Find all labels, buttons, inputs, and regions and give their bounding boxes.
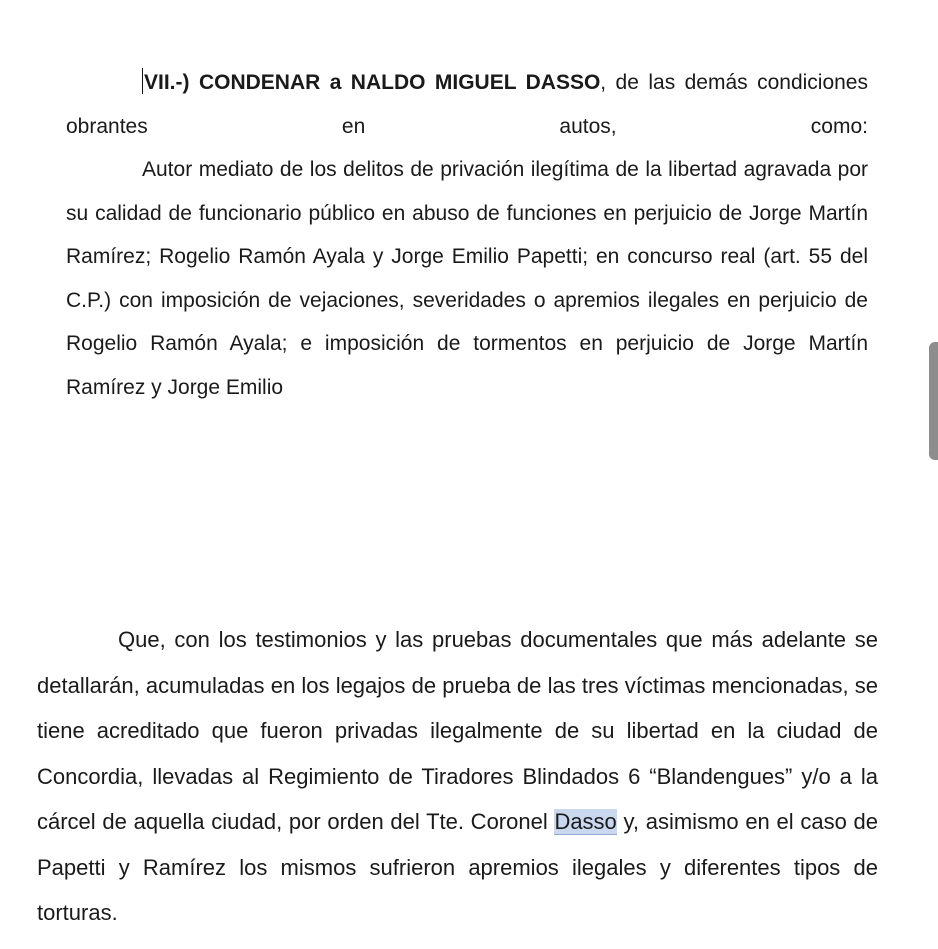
heading-rest-text: , de las demás condiciones obrantes en autos, como: — [66, 71, 868, 138]
findings-text-after: y, asimismo en el caso de Papetti y Ramírez los mismos sufrieron apremios ilegales y diferentes tipos de torturas. — [37, 809, 878, 925]
findings-paragraph — [37, 617, 878, 936]
heading-paragraph — [66, 61, 868, 148]
sentence-excerpt — [66, 61, 868, 409]
findings-excerpt — [37, 617, 878, 936]
charges-paragraph: Autor mediato de los delitos de privación ilegítima de la libertad agravada por su calidad de funcionario público en abuso de funciones en perjuicio de Jorge Martín Ramírez; Rogelio Ramón Ayala y Jorge Emilio Papetti; en concurso real (art. 55 del C.P.) con imposición de vejaciones, severidades o apremios ilegales en perjuicio de Rogelio Ramón Ayala; e imposición de tormentos en perjuicio de Jorge Martín Ramírez y Jorge Emilio — [66, 158, 868, 399]
findings-text-before: Que, con los testimonios y las pruebas documentales que más adelante se detallarán, acumuladas en los legajos de prueba de las tres víctimas mencionadas, se tiene acreditado que fueron privadas ilegalmente de su libertad en la ciudad de Concordia, llevadas al Regimiento de Tiradores Blindados 6 “Blandengues” y/o a la cárcel de aquella ciudad, por orden del Tte. Coronel — [37, 627, 878, 834]
heading-marker: VII.-) — [144, 71, 190, 94]
heading-bold-text: CONDENAR a NALDO MIGUEL DASSO — [198, 71, 601, 94]
text-cursor — [142, 68, 143, 94]
scroll-handle[interactable] — [929, 342, 938, 460]
search-highlight[interactable]: Dasso — [554, 809, 617, 834]
